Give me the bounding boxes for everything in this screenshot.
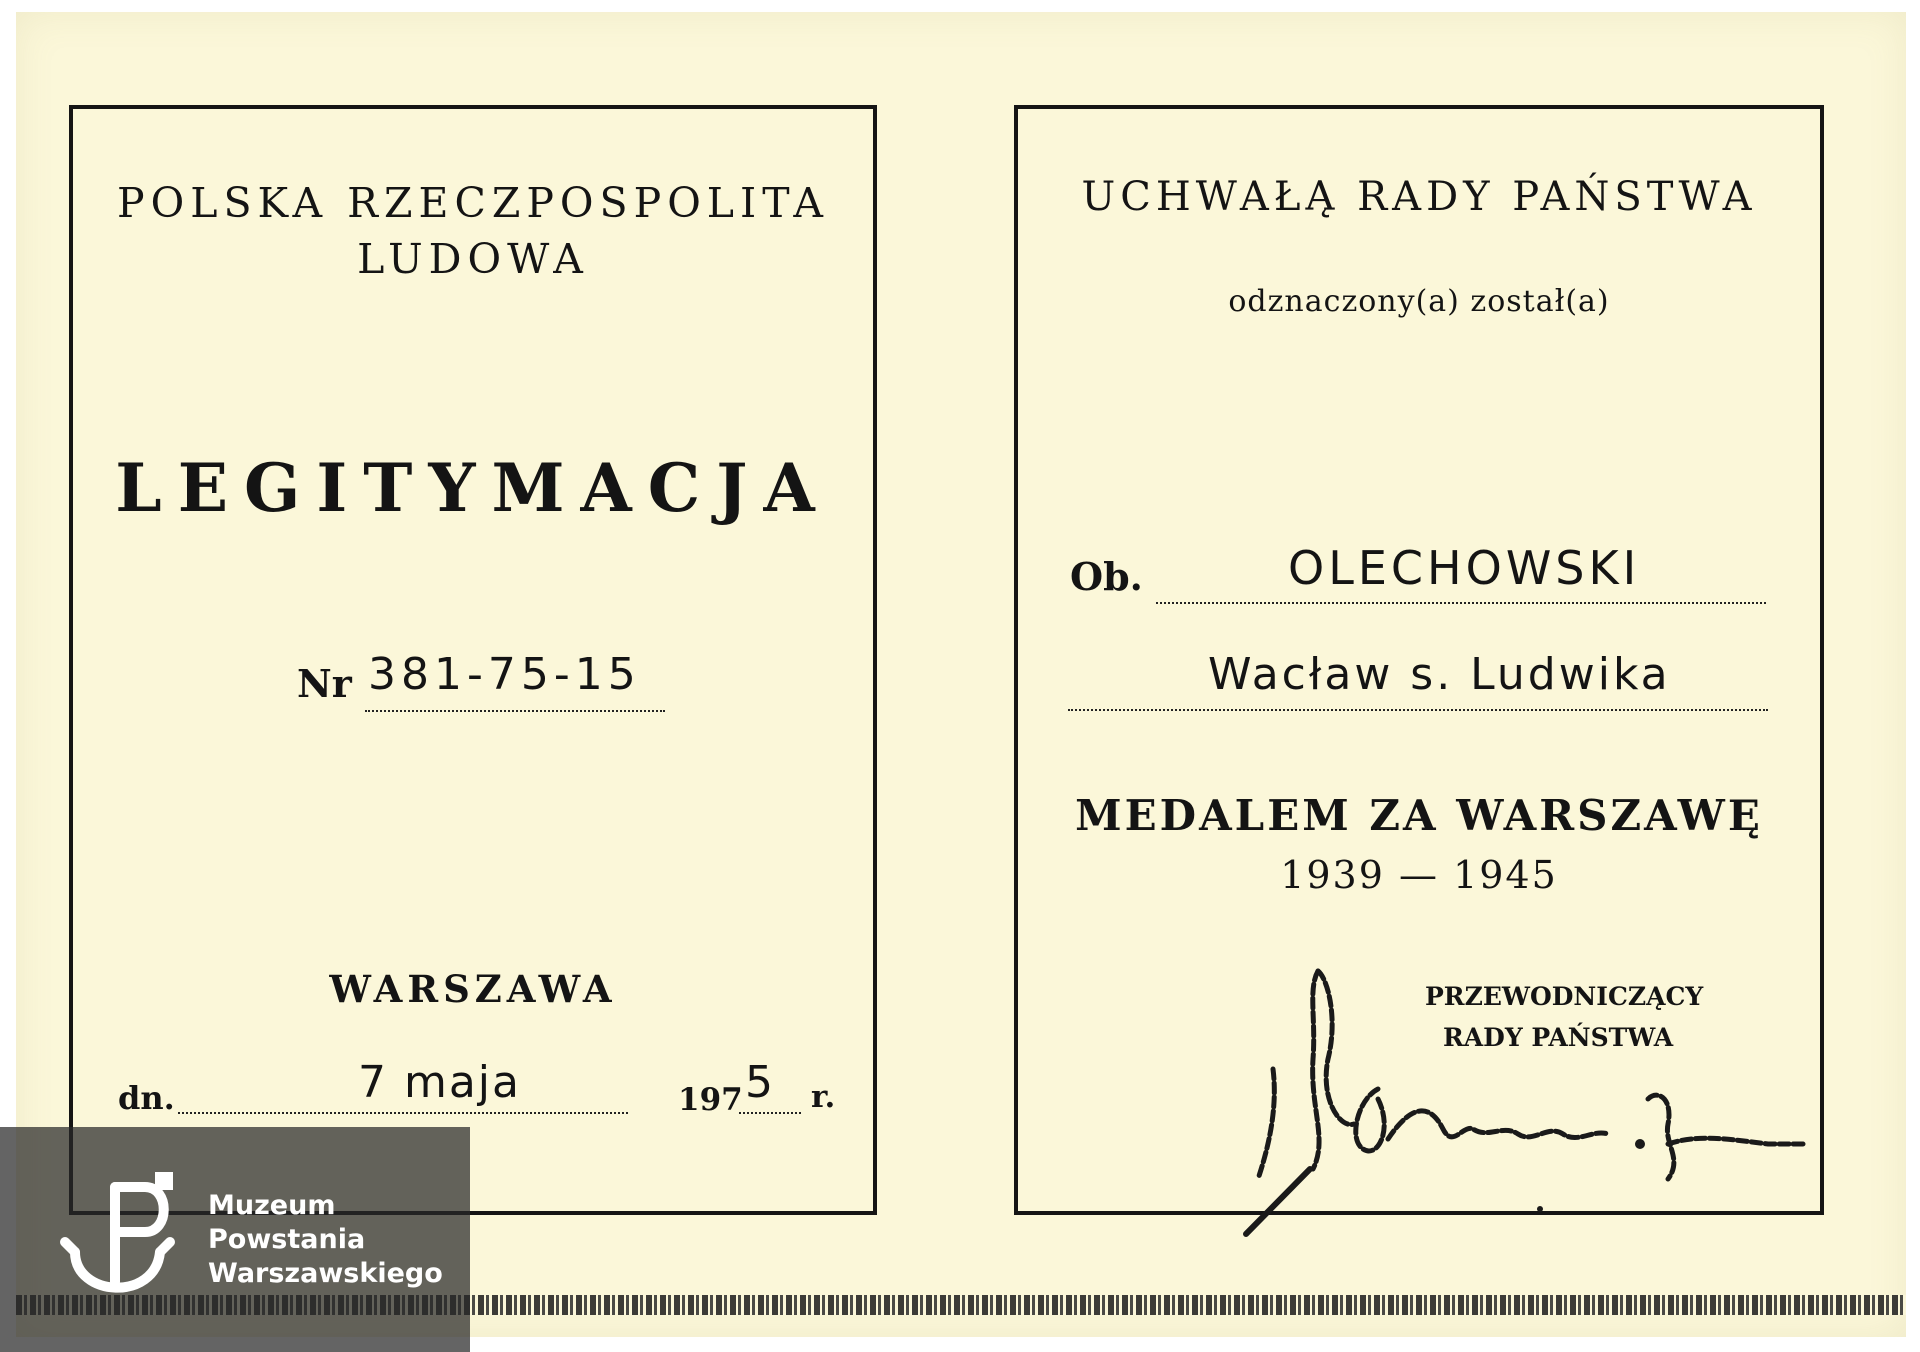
kotwica-anchor-logo-icon (55, 1172, 195, 1312)
number-dotted-line (365, 710, 665, 712)
resolution-subtitle: odznaczony(a) został(a) (1228, 284, 1610, 319)
signatory-title-line-2: RADY PAŃSTWA (1443, 1023, 1674, 1052)
watermark-line-2: Powstania (208, 1224, 366, 1255)
citizen-label: Ob. (1070, 554, 1143, 599)
given-name-dotted-line (1068, 709, 1768, 711)
year-dotted-line (739, 1112, 801, 1114)
medal-years: 1939 — 1945 (1280, 853, 1558, 897)
date-value: 7 maja (358, 1057, 521, 1108)
left-panel (69, 105, 877, 1215)
watermark-line-3: Warszawskiego (208, 1258, 443, 1289)
date-label: dn. (118, 1079, 175, 1117)
year-suffix: r. (811, 1079, 836, 1115)
surname-value: OLECHOWSKI (1288, 541, 1641, 595)
given-name-value: Wacław s. Ludwika (1208, 649, 1671, 700)
right-panel (1014, 105, 1824, 1215)
surname-dotted-line (1156, 602, 1766, 604)
city-label: WARSZAWA (329, 967, 617, 1011)
signatory-title-line-1: PRZEWODNICZĄCY (1425, 982, 1704, 1011)
signature-image (1228, 949, 1868, 1249)
museum-watermark (0, 1127, 470, 1352)
watermark-line-1: Muzeum (208, 1190, 336, 1221)
header-line-1: POLSKA RZECZPOSPOLITA (117, 179, 829, 227)
header-line-2: LUDOWA (357, 235, 589, 283)
year-digit: 5 (745, 1057, 773, 1108)
document-title: LEGITYMACJA (115, 449, 831, 527)
number-label: Nr (297, 661, 352, 706)
year-prefix: 197 (678, 1082, 743, 1118)
number-value: 381-75-15 (368, 649, 641, 700)
date-dotted-line (178, 1112, 628, 1114)
medal-name: MEDALEM ZA WARSZAWĘ (1075, 791, 1763, 840)
resolution-title: UCHWAŁĄ RADY PAŃSTWA (1081, 174, 1757, 220)
